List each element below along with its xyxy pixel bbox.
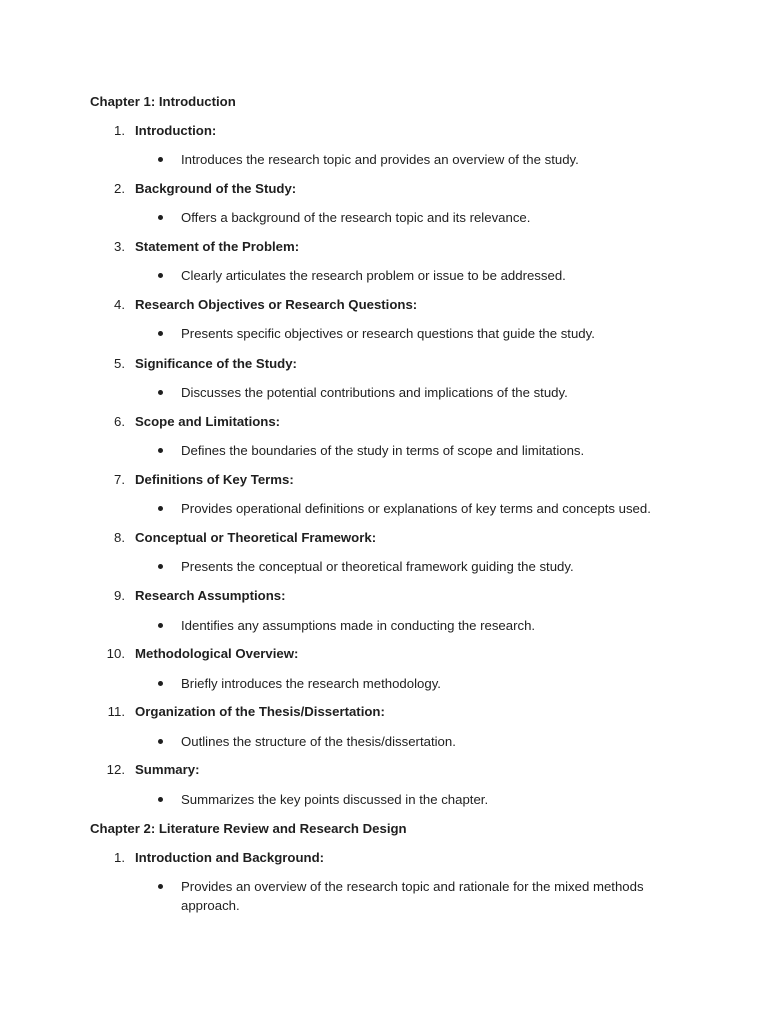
item-title: Methodological Overview:: [135, 646, 299, 661]
list-item: [0, 296, 768, 314]
bullet-icon: [158, 506, 163, 511]
bullet-icon: [158, 623, 163, 628]
bullet-icon: [158, 681, 163, 686]
list-item: [0, 849, 768, 867]
item-number: 1.: [114, 850, 125, 865]
item-number: 8.: [114, 530, 125, 545]
bullet-text: Provides operational definitions or explanations of key terms and concepts used.: [181, 501, 651, 516]
bullet-icon: [158, 448, 163, 453]
item-title: Statement of the Problem:: [135, 239, 300, 254]
bullet-text: Summarizes the key points discussed in the chapter.: [181, 792, 489, 807]
bullet-icon: [158, 739, 163, 744]
item-title: Definitions of Key Terms:: [135, 472, 294, 487]
item-title: Organization of the Thesis/Dissertation:: [135, 704, 385, 719]
item-title: Introduction:: [135, 123, 217, 138]
bullet-text: Identifies any assumptions made in conducting the research.: [181, 618, 536, 633]
bullet-icon: [158, 564, 163, 569]
item-title: Research Assumptions:: [135, 588, 286, 603]
item-title: Significance of the Study:: [135, 356, 297, 371]
list-item: [0, 180, 768, 198]
chapter-1-heading: Chapter 1: Introduction: [90, 94, 236, 109]
list-item: [0, 703, 768, 721]
list-item: [0, 471, 768, 489]
item-number: 7.: [114, 472, 125, 487]
item-number: 6.: [114, 414, 125, 429]
item-number: 12.: [106, 762, 125, 777]
item-number: 11.: [107, 704, 125, 719]
item-number: 1.: [114, 123, 125, 138]
bullet-icon: [158, 390, 163, 395]
bullet-text: Defines the boundaries of the study in terms of scope and limitations.: [181, 443, 585, 458]
bullet-text: Clearly articulates the research problem or issue to be addressed.: [181, 268, 566, 283]
bullet-text: Introduces the research topic and provides an overview of the study.: [181, 152, 579, 167]
item-number: 3.: [114, 239, 125, 254]
item-title: Summary:: [135, 762, 200, 777]
bullet-icon: [158, 797, 163, 802]
bullet-text: Provides an overview of the research topic and rationale for the mixed methods approach.: [181, 879, 644, 913]
list-item: [0, 761, 768, 779]
item-title: Research Objectives or Research Questions:: [135, 297, 418, 312]
bullet-text: Discusses the potential contributions and implications of the study.: [181, 385, 568, 400]
bullet-icon: [158, 331, 163, 336]
item-title: Scope and Limitations:: [135, 414, 281, 429]
bullet-text: Outlines the structure of the thesis/dissertation.: [181, 734, 456, 749]
bullet-icon: [158, 215, 163, 220]
item-title: Conceptual or Theoretical Framework:: [135, 530, 377, 545]
item-number: 9.: [114, 588, 125, 603]
bullet-icon: [158, 157, 163, 162]
item-title: Background of the Study:: [135, 181, 297, 196]
list-item: [0, 355, 768, 373]
list-item: [0, 238, 768, 256]
chapter-2-heading: Chapter 2: Literature Review and Research Design: [90, 821, 407, 836]
bullet-text: Presents specific objectives or research questions that guide the study.: [181, 326, 595, 341]
bullet-text: Offers a background of the research topic and its relevance.: [181, 210, 531, 225]
item-number: 5.: [114, 356, 125, 371]
bullet-icon: [158, 273, 163, 278]
list-item: [0, 122, 768, 140]
item-number: 4.: [114, 297, 125, 312]
list-item: [0, 587, 768, 605]
item-number: 10.: [106, 646, 125, 661]
list-item: [0, 645, 768, 663]
bullet-text: Briefly introduces the research methodology.: [181, 676, 441, 691]
item-title: Introduction and Background:: [135, 850, 325, 865]
bullet-icon: [158, 884, 163, 889]
item-number: 2.: [114, 181, 125, 196]
list-item: [0, 413, 768, 431]
list-item: [0, 529, 768, 547]
bullet-text: Presents the conceptual or theoretical framework guiding the study.: [181, 559, 574, 574]
